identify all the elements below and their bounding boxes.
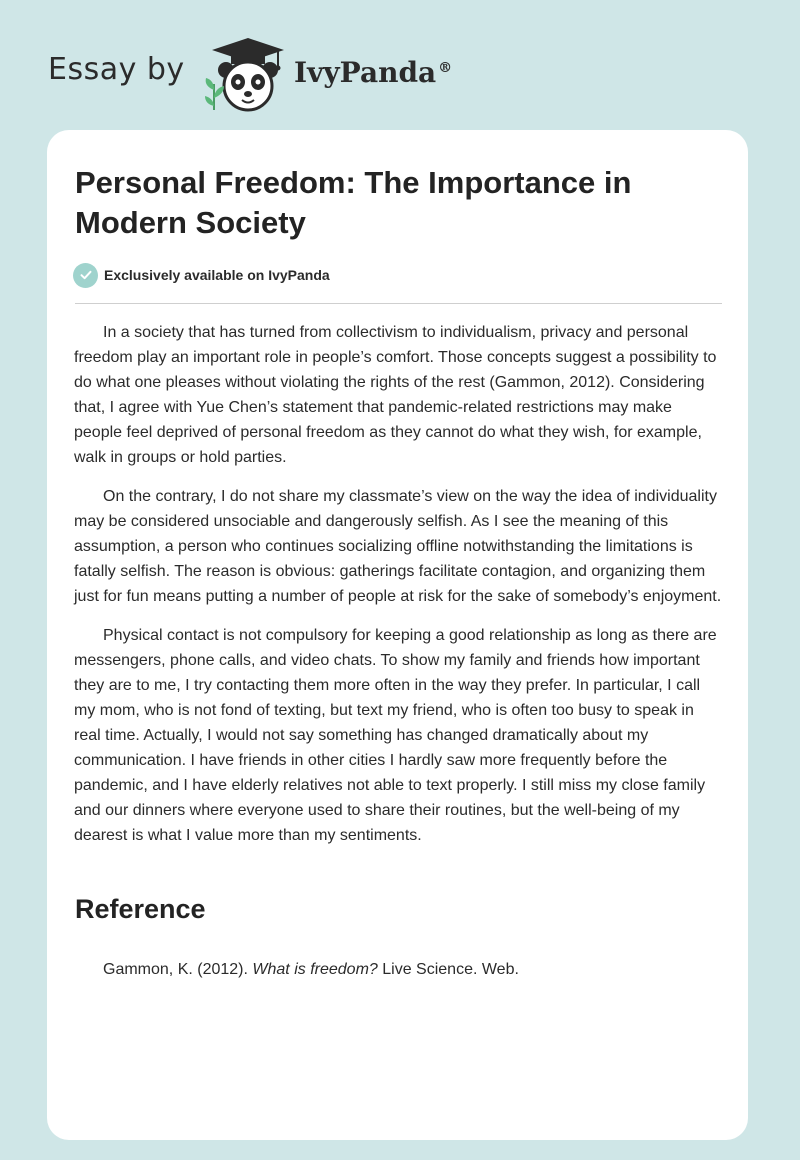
paragraph: Physical contact is not compulsory for keeping a good relationship as long as there are messengers, phone calls, and video chats. To show my family and friends how important they are to me, I try contacting them more often in the way they prefer. In particular, I call my mom, who is not fond of texting, but text my friend, who is often too busy to speak in real time. Actually, I would not say something has changed dramatically about my communication. I have friends in other cities I hardly saw more frequently before the pandemic, and I have elderly relatives not able to text properly. I still miss my close family and our dinners where everyone used to share their routines, but the well-being of my dearest is what I value more than my sentiments. [74,627,717,844]
exclusive-badge [73,262,330,288]
paragraph: In a society that has turned from collectivism to individualism, privacy and personal freedom play an important role in people’s comfort. Those concepts suggest a possibility to do what one pleases without violating the rights of the rest (Gammon, 2012). Considering that, I agree with Yue Chen’s statement that pandemic-related restrictions may make people feel deprived of personal freedom as they cannot do what they wish, for example, walk in groups or hold parties. [74,324,717,466]
badge-label: Exclusively available on IvyPanda [104,267,330,283]
reference-author: Gammon, K. (2012). [103,961,248,978]
brand-name: IvyPanda ® [294,56,453,89]
essay-body [74,320,724,862]
reference-source: Live Science. Web. [382,961,519,978]
brand-prefix: Essay by [48,52,185,87]
divider [75,303,722,304]
reference-title: What is freedom? [252,961,378,978]
essay-card [47,130,748,1140]
reference-entry [103,957,519,982]
check-circle-icon [73,263,98,288]
page-title: Personal Freedom: The Importance in Modern Society [75,165,632,240]
paragraph: On the contrary, I do not share my classmate’s view on the way the idea of individuality may be considered unsociable and dangerously selfish. As I see the meaning of this assumption, a person who continues socializing offline notwithstanding the limitations is fatally selfish. The reason is obvious: gatherings facilitate contagion, and organizing them just for fun means putting a number of people at risk for the sake of somebody’s enjoyment. [74,488,722,605]
panda-graduate-icon [202,34,288,114]
brand-header [48,34,508,114]
reference-heading: Reference [75,894,206,924]
